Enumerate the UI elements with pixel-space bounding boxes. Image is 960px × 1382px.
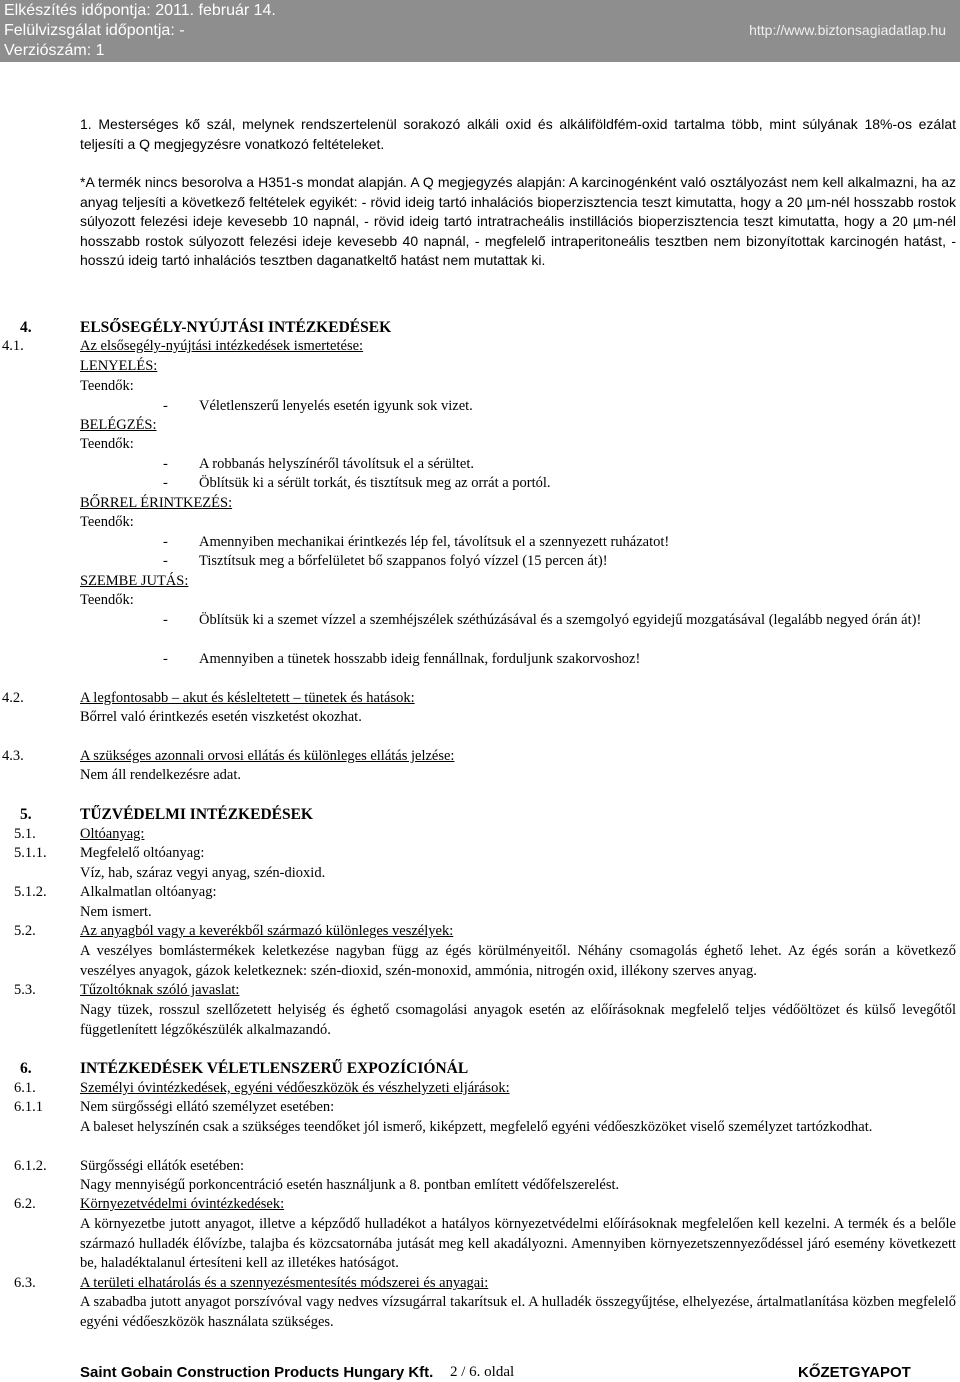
teendok-label: Teendők:: [80, 514, 134, 530]
created-date: Elkészítés időpontja: 2011. február 14.: [4, 2, 276, 19]
section-6-1-number: 6.1.: [14, 1080, 36, 1096]
lenyeles-item-1: Véletlenszerű lenyelés esetén igyunk sok vizet.: [199, 398, 473, 414]
section-4-2-number: 4.2.: [2, 690, 24, 706]
section-5-1-1-number: 5.1.1.: [14, 845, 47, 861]
section-6-number: 6.: [20, 1060, 32, 1077]
section-5-title: TŰZVÉDELMI INTÉZKEDÉSEK: [80, 806, 313, 823]
section-6-1-1-text: A baleset helyszínén csak a szükséges teendőket jól ismerő, kiképzett, megfelelő egyéni védőeszközöket viselő személyzet tartózkodhat.: [80, 1119, 873, 1135]
section-5-1-title: Oltóanyag:: [80, 826, 145, 842]
review-date: Felülvizsgálat időpontja: -: [4, 22, 185, 39]
bullet-dash: -: [163, 612, 168, 628]
bullet-dash: -: [163, 456, 168, 472]
section-5-1-1-text: Víz, hab, száraz vegyi anyag, szén-dioxid.: [80, 865, 326, 881]
section-5-3-title: Tűzoltóknak szóló javaslat:: [80, 982, 240, 998]
footer-company: Saint Gobain Construction Products Hungary Kft.: [80, 1364, 434, 1381]
belegzes-heading: BELÉGZÉS:: [80, 417, 157, 433]
section-6-title: INTÉZKEDÉSEK VÉLETLENSZERŰ EXPOZÍCIÓNÁL: [80, 1060, 469, 1077]
footer-product: KŐZETGYAPOT: [798, 1364, 911, 1381]
document-header: [0, 0, 960, 62]
szem-heading: SZEMBE JUTÁS:: [80, 573, 189, 589]
teendok-label: Teendők:: [80, 592, 134, 608]
section-5-1-2-text: Nem ismert.: [80, 904, 152, 920]
borrel-item-1: Amennyiben mechanikai érintkezés lép fel, távolítsuk el a szennyezett ruházatot!: [199, 534, 670, 550]
section-5-3-number: 5.3.: [14, 982, 36, 998]
section-4-title: ELSŐSEGÉLY-NYÚJTÁSI INTÉZKEDÉSEK: [80, 319, 392, 336]
section-4-2-text: Bőrrel való érintkezés esetén viszketést okozhat.: [80, 709, 362, 725]
szem-item-1: Öblítsük ki a szemet vízzel a szemhéjszélek széthúzásával és a szemgolyó egyidejű mozgatásával (legalább negyed órán át)!: [199, 612, 922, 628]
borrel-heading: BŐRREL ÉRINTKEZÉS:: [80, 495, 233, 511]
teendok-label: Teendők:: [80, 378, 134, 394]
intro-paragraph-1: 1. Mesterséges kő szál, melynek rendszertelenül sorakozó alkáli oxid és alkáliföldfém-oxid tartalma több, mint súlyának 18%-os ezálat teljesíti a Q megjegyzésre vonatkozó feltételeket.: [80, 116, 956, 152]
section-5-2-number: 5.2.: [14, 923, 36, 939]
section-5-2-title: Az anyagból vagy a keverékből származó különleges veszélyek:: [80, 923, 454, 939]
section-5-1-2-number: 5.1.2.: [14, 884, 47, 900]
intro-q-note: A Q megjegyzés alapján: A karcinogénként való osztályozást nem kell alkalmazni, ha az anyag teljesíti a következő feltételek egyikét: - rövid ideig tartó inhalációs bioperzisztencia teszt kimutatta, hogy a 20 µm-nél hosszabb rostok súlyozott felezési ideje kevesebb 10 napnál, - rövid ideig tartó intratracheális instillációs bioperzisztencia teszt kimutatta, hogy a 20 µm-nél hosszabb rostok súlyozott felezési ideje kevesebb 40 napnál, - megfelelő intraperitoneális tesztben nem bizonyítottak karcinogén hatást, - hosszú ideig tartó inhalációs tesztben daganatkeltő hatást nem mutattak ki.: [80, 174, 956, 268]
bullet-dash: -: [163, 553, 168, 569]
header-url[interactable]: http://www.biztonsagiadatlap.hu: [749, 22, 946, 38]
version: Verziószám: 1: [4, 42, 105, 59]
section-6-2-title: Környezetvédelmi óvintézkedések:: [80, 1196, 285, 1212]
footer-page-number: 2 / 6. oldal: [450, 1364, 515, 1380]
section-4-3-number: 4.3.: [2, 748, 24, 764]
belegzes-item-2: Öblítsük ki a sérült torkát, és tisztítsuk meg az orrát a portól.: [199, 475, 551, 491]
section-6-2-number: 6.2.: [14, 1196, 36, 1212]
section-5-3-text: Nagy tüzek, rosszul szellőzetett helyiség és éghető csomagolási anyagok esetén az előírásoknak megfelelő teljes védőöltözet és külső levegőtől függetlenített légzőkészülék alkalmazandó.: [80, 1002, 956, 1038]
belegzes-item-1: A robbanás helyszínéről távolítsuk el a sérültet.: [199, 456, 475, 472]
section-5-number: 5.: [20, 806, 32, 823]
section-6-2-text: A környezetbe jutott anyagot, illetve a képződő hulladékot a hatályos környezetvédelmi előírásoknak megfelelően kell kezelni. A termék és a belőle származó hulladék élővízbe, talajba és közcsatornába jutását meg kell akadályozni. Amennyiben környezetszennyeződéssel járó esemény következett be, haladéktalanul értesíteni kell az illetékes hatóságot.: [80, 1216, 956, 1271]
section-5-1-2-title: Alkalmatlan oltóanyag:: [80, 884, 217, 900]
bullet-dash: -: [163, 398, 168, 414]
bullet-dash: -: [163, 651, 168, 667]
section-4-3-text: Nem áll rendelkezésre adat.: [80, 767, 242, 783]
section-4-1-number: 4.1.: [2, 338, 24, 354]
section-6-1-2-text: Nagy mennyiségű porkoncentráció esetén használjunk a 8. pontban említett védőfelszerelést.: [80, 1177, 620, 1193]
section-5-2-text: A veszélyes bomlástermékek keletkezése nagyban függ az égés körülményeitől. Néhány csomagolás éghető lehet. Az égés során a következő veszélyes anyagok, gázok keletkeznek: szén-dioxid, szén-monoxid, ammónia, nitrogén oxid, illékony szerves anyag.: [80, 943, 956, 979]
intro-paragraph-2: [80, 173, 956, 271]
section-6-1-1-title: Nem sürgősségi ellátó személyzet esetében:: [80, 1099, 335, 1115]
section-4-3-title: A szükséges azonnali orvosi ellátás és különleges ellátás jelzése:: [80, 748, 455, 764]
teendok-label: Teendők:: [80, 436, 134, 452]
borrel-item-2: Tisztítsuk meg a bőrfelületet bő szappanos folyó vízzel (15 percen át)!: [199, 553, 608, 569]
section-6-1-title: Személyi óvintézkedések, egyéni védőeszközök és vészhelyzeti eljárások:: [80, 1080, 510, 1096]
lenyeles-heading: LENYELÉS:: [80, 358, 158, 374]
bullet-dash: -: [163, 534, 168, 550]
section-4-1-title: Az elsősegély-nyújtási intézkedések ismertetése:: [80, 338, 364, 354]
intro-note: *A termék nincs besorolva a H351-s mondat alapján.: [80, 174, 408, 190]
section-5-1-number: 5.1.: [14, 826, 36, 842]
section-4-2-title: A legfontosabb – akut és késleltetett – tünetek és hatások:: [80, 690, 415, 706]
section-5-1-1-title: Megfelelő oltóanyag:: [80, 845, 205, 861]
section-6-3-number: 6.3.: [14, 1275, 36, 1291]
szem-item-2: Amennyiben a tünetek hosszabb ideig fennállnak, forduljunk szakorvoshoz!: [199, 651, 641, 667]
section-6-1-2-number: 6.1.2.: [14, 1158, 47, 1174]
section-6-1-1-number: 6.1.1: [14, 1099, 43, 1115]
bullet-dash: -: [163, 475, 168, 491]
section-6-1-2-title: Sürgősségi ellátók esetében:: [80, 1158, 245, 1174]
section-6-3-text: A szabadba jutott anyagot porszívóval vagy nedves vízsugárral takarítsuk el. A hulladék összegyűjtése, elhelyezése, ártalmatlanítása közben megfelelő egyéni védőeszközök használata szükséges.: [80, 1294, 956, 1330]
section-6-3-title: A területi elhatárolás és a szennyezésmentesítés módszerei és anyagai:: [80, 1275, 489, 1291]
section-4-number: 4.: [20, 319, 32, 336]
